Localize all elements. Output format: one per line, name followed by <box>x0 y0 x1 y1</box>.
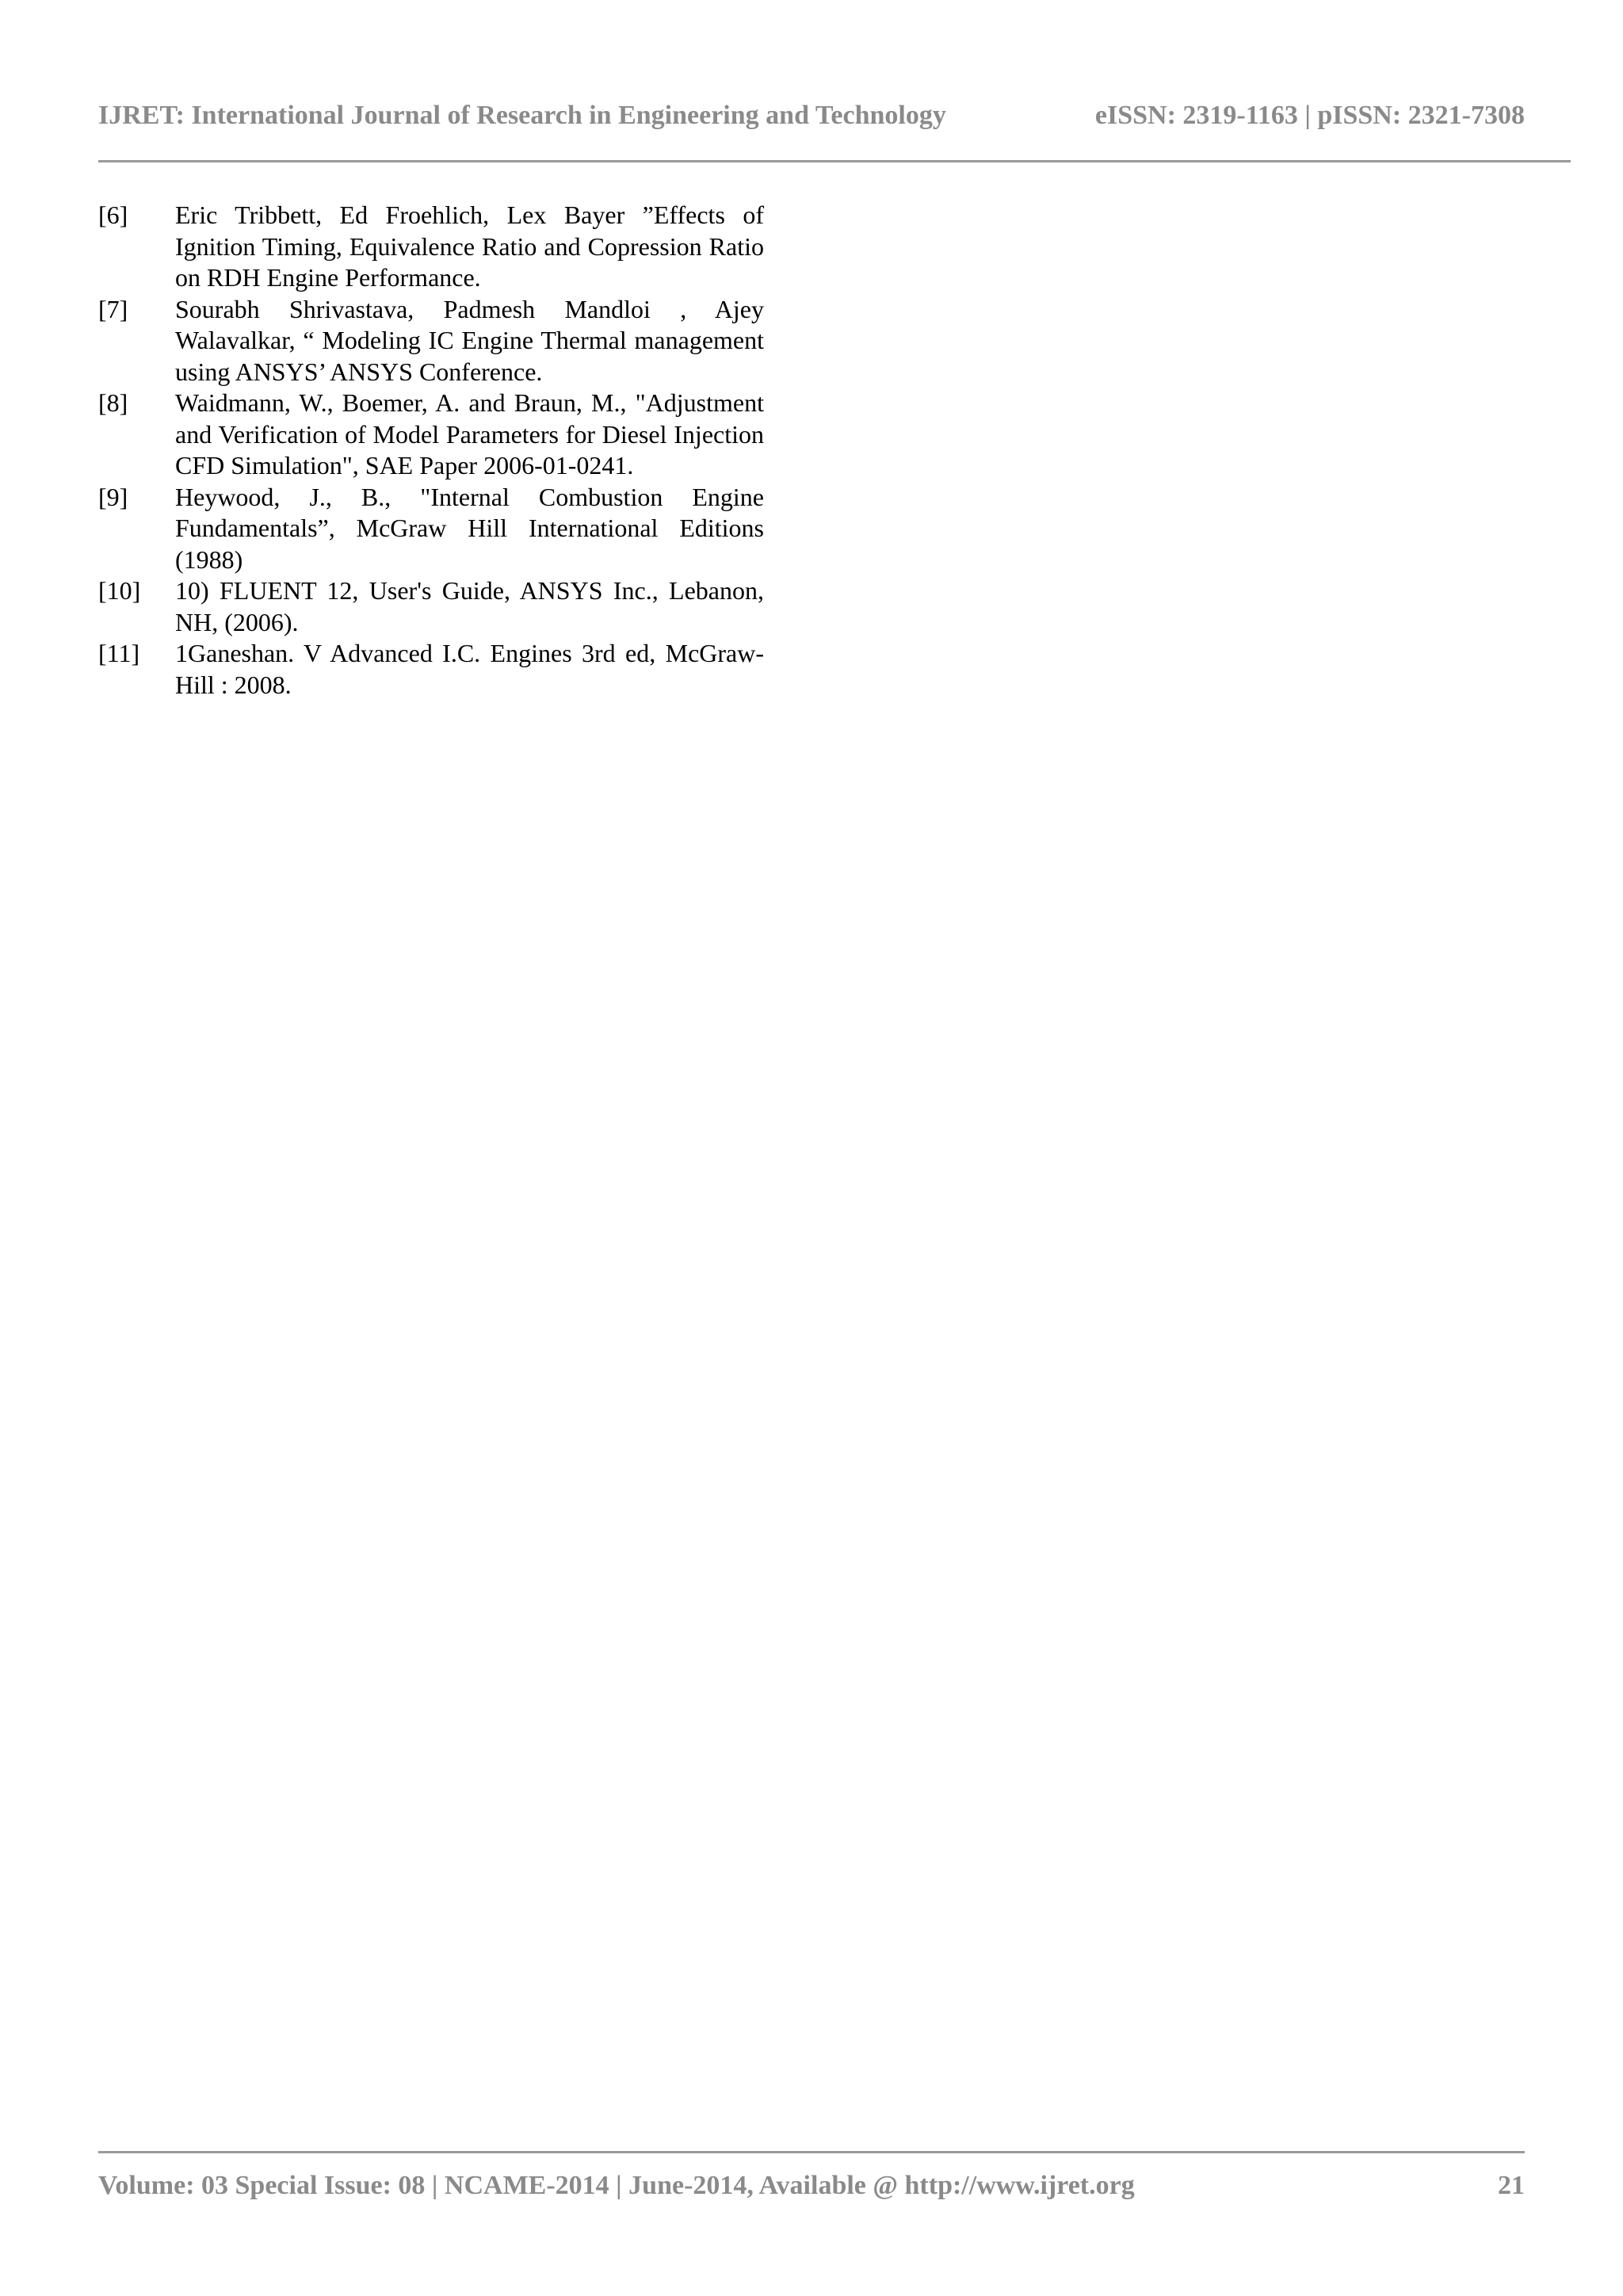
reference-text: Eric Tribbett, Ed Froehlich, Lex Bayer ”Effects of Ignition Timing, Equivalence Ratio and Copression Ratio on RDH Engine Performance. <box>175 201 764 292</box>
volume-info: Volume: 03 Special Issue: 08 | NCAME-2014 | June-2014, Available @ http://www.ijret.org <box>98 2171 1135 2200</box>
reference-number: [6] <box>98 201 128 229</box>
reference-number: [8] <box>98 388 128 417</box>
reference-item <box>98 200 764 294</box>
reference-text: Sourabh Shrivastava, Padmesh Mandloi , Ajey Walavalkar, “ Modeling IC Engine Thermal management using ANSYS’ ANSYS Conference. <box>175 294 764 386</box>
page-number: 21 <box>1498 2171 1525 2200</box>
journal-title: IJRET: International Journal of Research in Engineering and Technology <box>98 101 946 130</box>
issn-info: eISSN: 2319-1163 | pISSN: 2321-7308 <box>1094 101 1525 130</box>
reference-text: Heywood, J., B., "Internal Combustion Engine Fundamentals”, McGraw Hill International Editions (1988) <box>175 482 764 574</box>
page-header <box>98 97 1525 135</box>
reference-number: [7] <box>98 294 128 323</box>
reference-item <box>98 294 764 388</box>
header-divider <box>98 160 1571 162</box>
reference-item <box>98 388 764 482</box>
reference-number: [11] <box>98 639 140 667</box>
reference-text: 1Ganeshan. V Advanced I.C. Engines 3rd ed, McGraw- Hill : 2008. <box>175 639 764 699</box>
reference-text: Waidmann, W., Boemer, A. and Braun, M., "Adjustment and Verification of Model Parameters for Diesel Injection CFD Simulation", SAE Paper 2006-01-0241. <box>175 388 764 479</box>
page-footer <box>98 2168 1525 2203</box>
reference-number: [10] <box>98 576 141 605</box>
reference-number: [9] <box>98 482 128 511</box>
reference-list <box>98 200 764 701</box>
reference-item <box>98 638 764 701</box>
reference-item <box>98 575 764 638</box>
footer-divider <box>98 2151 1525 2153</box>
reference-item <box>98 482 764 576</box>
reference-text: 10) FLUENT 12, User's Guide, ANSYS Inc., Lebanon, NH, (2006). <box>175 576 764 636</box>
